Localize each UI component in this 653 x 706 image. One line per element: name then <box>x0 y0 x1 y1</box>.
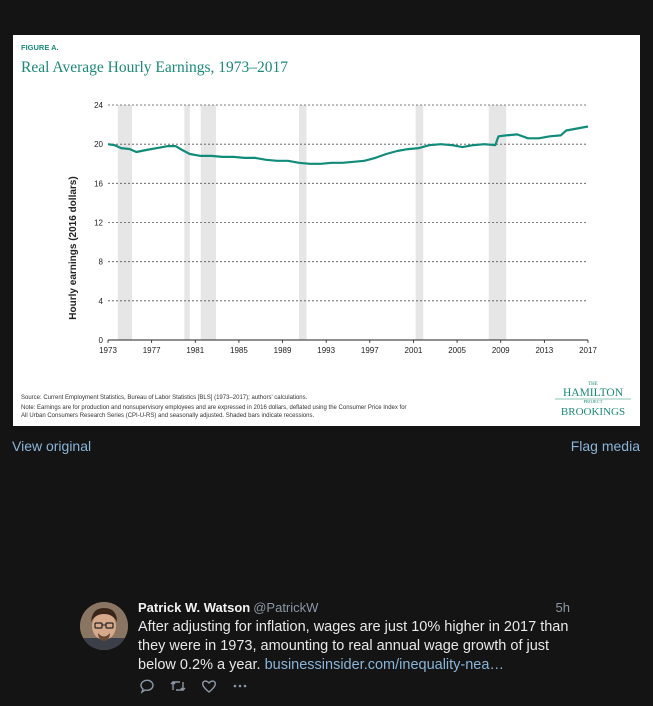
note-line-2: All Urban Consumers Research Series (CPI-U-RS) and seasonally adjusted. Shaded bars indicate recessions. <box>21 413 315 419</box>
flag-media-link[interactable]: Flag media <box>570 438 640 454</box>
x-tick-label: 2001 <box>404 346 423 355</box>
tweet-actions <box>138 677 249 695</box>
y-tick-label: 8 <box>98 257 103 267</box>
tweet-timestamp[interactable]: 5h <box>555 600 570 615</box>
tweet-text-body: After adjusting for inflation, wages are just 10% higher in 2017 than they were in 1973, amounting to real annual wage growth of just below 0.2% a year. <box>138 619 569 673</box>
earnings-series-line <box>108 127 588 164</box>
tweet-header <box>138 600 578 615</box>
logo-project: PROJECT <box>583 399 603 404</box>
y-tick-label: 24 <box>94 101 103 110</box>
y-tick-label: 20 <box>94 140 103 150</box>
figure-eyebrow: FIGURE A. <box>21 43 59 52</box>
retweet-icon[interactable] <box>169 677 187 695</box>
logo-the: THE <box>588 382 598 387</box>
x-tick-label: 1989 <box>273 346 292 355</box>
y-tick-label: 0 <box>98 336 103 345</box>
more-icon[interactable] <box>231 677 249 695</box>
x-tick-label: 1997 <box>360 346 379 355</box>
x-tick-label: 1977 <box>142 346 161 355</box>
logo-hamilton: HAMILTON <box>562 387 624 399</box>
logo-brookings: BROOKINGS <box>560 406 626 418</box>
tweet-media-card[interactable] <box>13 35 640 426</box>
y-axis-label: Hourly earnings (2016 dollars) <box>68 176 79 320</box>
earnings-chart <box>13 35 640 426</box>
view-original-link[interactable]: View original <box>12 438 92 454</box>
x-tick-label: 2013 <box>535 346 554 355</box>
tweet-body <box>138 600 578 675</box>
avatar-image <box>80 602 128 650</box>
x-tick-label: 1981 <box>186 346 205 355</box>
y-tick-label: 4 <box>98 296 103 306</box>
y-tick-label: 16 <box>94 179 103 189</box>
tweet-text <box>138 618 578 675</box>
author-handle[interactable]: @PatrickW <box>253 600 319 615</box>
hamilton-brookings-logo <box>555 382 631 418</box>
x-tick-label: 2009 <box>491 346 510 355</box>
note-line-1: Note: Earnings are for production and nonsupervisory employees and are expressed in 2016 dollars, deflated using the Consumer Price Index for <box>21 405 407 411</box>
chart-title: Real Average Hourly Earnings, 1973–2017 <box>21 59 289 76</box>
source-note: Source: Current Employment Statistics, Bureau of Labor Statistics [BLS] (1973–2017); authors' calculations. <box>21 395 308 401</box>
y-tick-label: 12 <box>94 218 103 228</box>
x-tick-label: 1985 <box>230 346 248 355</box>
author-name[interactable]: Patrick W. Watson <box>138 600 251 615</box>
x-tick-label: 2005 <box>448 346 466 355</box>
x-tick-label: 2017 <box>579 346 597 355</box>
x-tick-label: 1973 <box>99 346 117 355</box>
tweet-link[interactable]: businessinsider.com/inequality-nea… <box>264 657 504 673</box>
like-icon[interactable] <box>200 677 218 695</box>
x-tick-label: 1993 <box>317 346 336 355</box>
reply-icon[interactable] <box>138 677 156 695</box>
avatar[interactable] <box>80 602 128 650</box>
